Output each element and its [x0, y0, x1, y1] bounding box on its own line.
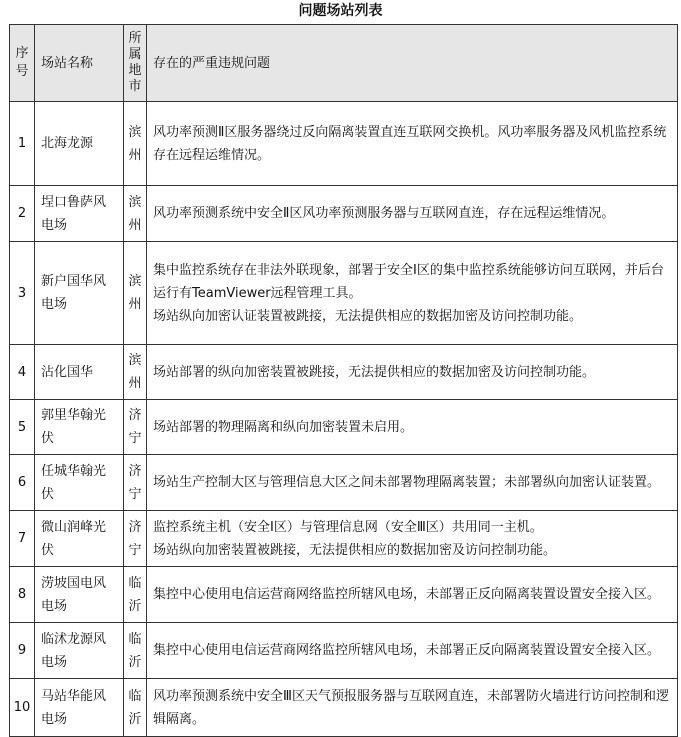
table-row: [10, 567, 678, 623]
table-title: 问题场站列表: [298, 3, 383, 19]
station-issue: [147, 400, 678, 455]
row-number: 3: [10, 242, 35, 345]
issue-paragraph: 场站纵向加密装置被跳接，无法提供相应的数据加密及访问控制功能。: [153, 542, 557, 558]
station-name: 北海龙源: [35, 102, 124, 186]
header-city: 所属地市: [124, 25, 147, 102]
issue-paragraph: 场站部署的纵向加密装置被跳接，无法提供相应的数据加密及访问控制功能。: [153, 364, 596, 380]
header-issue: 存在的严重违规问题: [147, 25, 678, 102]
issue-paragraph: 风功率预测系统中安全Ⅱ区风功率预测服务器与互联网直连，存在远程运维情况。: [153, 206, 615, 221]
station-city: 济宁: [124, 400, 147, 455]
row-number: 4: [10, 345, 35, 400]
station-issue: [147, 102, 678, 186]
problem-stations-table: [9, 24, 678, 737]
table-row: [10, 455, 678, 511]
table-row: [10, 186, 678, 242]
issue-paragraph: 风功率预测系统中安全Ⅲ区天气预报服务器与互联网直连，未部署防火墙进行访问控制和逻辑隔离。: [153, 688, 669, 727]
table-row: [10, 345, 678, 400]
station-city: 临沂: [124, 623, 147, 679]
station-issue: [147, 242, 678, 345]
issue-paragraph: 场站纵向加密认证装置被跳接，无法提供相应的数据加密及访问控制功能。: [153, 308, 583, 324]
row-number: 6: [10, 455, 35, 511]
issue-paragraph: 集控中心使用电信运营商网络监控所辖风电场，未部署正反向隔离装置设置安全接入区。: [153, 643, 661, 658]
table-row: [10, 679, 678, 737]
issue-paragraph: 集中监控系统存在非法外联现象，部署于安全Ⅰ区的集中监控系统能够访问互联网，并后台运行有TeamViewer远程管理工具。: [153, 262, 664, 301]
station-city: 滨州: [124, 186, 147, 242]
table-row: [10, 102, 678, 186]
station-issue: [147, 679, 678, 737]
row-number: 2: [10, 186, 35, 242]
station-issue: [147, 623, 678, 679]
row-number: 1: [10, 102, 35, 186]
station-issue: [147, 511, 678, 567]
station-name: 新户国华风电场: [35, 242, 124, 345]
station-issue: [147, 186, 678, 242]
issue-paragraph: 监控系统主机（安全Ⅰ区）与管理信息网（安全Ⅲ区）共用同一主机。: [153, 519, 543, 535]
station-issue: [147, 567, 678, 623]
station-name: 郭里华翰光伏: [35, 400, 124, 455]
row-number: 5: [10, 400, 35, 455]
issue-paragraph: 风功率预测Ⅱ区服务器绕过反向隔离装置直连互联网交换机。风功率服务器及风机监控系统存在远程运维情况。: [153, 124, 667, 163]
station-city: 临沂: [124, 679, 147, 737]
row-number: 10: [10, 679, 35, 737]
table-row: [10, 623, 678, 679]
station-city: 滨州: [124, 242, 147, 345]
issue-paragraph: 场站部署的物理隔离和纵向加密装置未启用。: [153, 419, 414, 435]
station-issue: [147, 455, 678, 511]
table-row: [10, 400, 678, 455]
header-station-name: 场站名称: [35, 25, 124, 102]
station-name: 微山润峰光伏: [35, 511, 124, 567]
station-city: 滨州: [124, 102, 147, 186]
issue-paragraph: 场站生产控制大区与管理信息大区之间未部署物理隔离装置；未部署纵向加密认证装置。: [153, 475, 661, 490]
station-name: 涝坡国电风电场: [35, 567, 124, 623]
station-city: 济宁: [124, 511, 147, 567]
station-name: 任城华翰光伏: [35, 455, 124, 511]
station-city: 临沂: [124, 567, 147, 623]
station-name: 埕口鲁萨风电场: [35, 186, 124, 242]
row-number: 9: [10, 623, 35, 679]
station-issue: [147, 345, 678, 400]
row-number: 8: [10, 567, 35, 623]
station-city: 滨州: [124, 345, 147, 400]
issue-paragraph: 集控中心使用电信运营商网络监控所辖风电场，未部署正反向隔离装置设置安全接入区。: [153, 587, 661, 602]
table-row: [10, 242, 678, 345]
table-header-row: [10, 25, 678, 102]
station-city: 济宁: [124, 455, 147, 511]
row-number: 7: [10, 511, 35, 567]
station-name: 临沭龙源风电场: [35, 623, 124, 679]
station-name: 沾化国华: [35, 345, 124, 400]
header-num: 序号: [10, 25, 35, 102]
table-row: [10, 511, 678, 567]
station-name: 马站华能风电场: [35, 679, 124, 737]
